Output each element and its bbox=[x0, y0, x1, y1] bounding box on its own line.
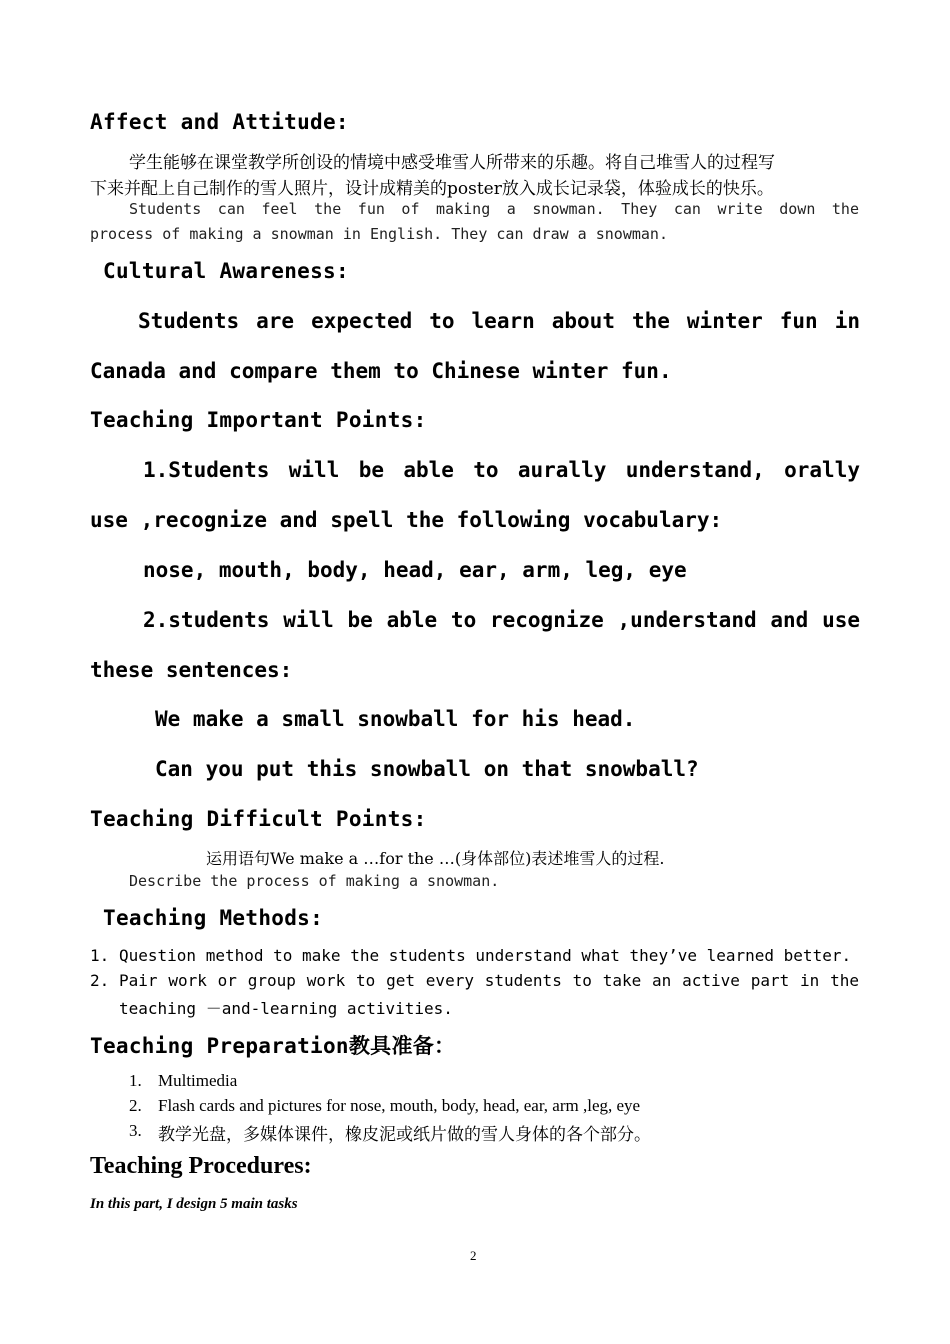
important-point-2-line-1: 2.students will be able to recognize ,understand and use bbox=[143, 608, 860, 632]
methods-item-2-line-1: Pair work or group work to get every students to take an active part in the bbox=[119, 971, 859, 990]
preparation-item-3-number: 3. bbox=[129, 1121, 142, 1140]
methods-item-2-line-2: teaching －and-learning activities. bbox=[119, 999, 453, 1018]
preparation-item-2-number: 2. bbox=[129, 1096, 142, 1115]
important-point-2-line-2: these sentences: bbox=[90, 658, 293, 682]
vocabulary-list: nose, mouth, body, head, ear, arm, leg, eye bbox=[143, 558, 687, 582]
difficult-heading: Teaching Difficult Points: bbox=[90, 807, 427, 831]
affect-cn-line-2: 下来并配上自己制作的雪人照片，设计成精美的poster放入成长记录袋，体验成长的快乐。 bbox=[90, 179, 774, 199]
methods-item-1-number: 1. bbox=[90, 946, 110, 965]
difficult-en-line: Describe the process of making a snowman. bbox=[129, 872, 500, 890]
cultural-heading: Cultural Awareness: bbox=[103, 259, 349, 283]
affect-en-line-2: process of making a snowman in English. They can draw a snowman. bbox=[90, 225, 668, 243]
affect-en-line-1 bbox=[129, 200, 859, 219]
methods-item-2-number: 2. bbox=[90, 971, 110, 990]
difficult-cn-line: 运用语句We make a …for the …(身体部位)表述堆雪人的过程. bbox=[206, 849, 665, 868]
preparation-heading: Teaching Preparation教具准备： bbox=[90, 1034, 456, 1058]
important-point-1-line-2: use ,recognize and spell the following vocabulary: bbox=[90, 508, 723, 532]
sentence-2: Can you put this snowball on that snowball? bbox=[155, 757, 699, 781]
preparation-item-2-text: Flash cards and pictures for nose, mouth, body, head, ear, arm ,leg, eye bbox=[158, 1096, 641, 1115]
preparation-item-1-text: Multimedia bbox=[158, 1071, 238, 1090]
preparation-item-3-text: 教学光盘，多媒体课件，橡皮泥或纸片做的雪人身体的各个部分。 bbox=[158, 1125, 651, 1145]
preparation-item-1-number: 1. bbox=[129, 1071, 142, 1090]
important-heading: Teaching Important Points: bbox=[90, 408, 427, 432]
cultural-line-2: Canada and compare them to Chinese winter fun. bbox=[90, 359, 672, 383]
procedures-note: In this part, I design 5 main tasks bbox=[90, 1196, 298, 1212]
affect-heading: Affect and Attitude: bbox=[90, 110, 349, 134]
affect-en-line-1-text: Students can feel the fun of making a snowman. They can write down the bbox=[129, 200, 859, 218]
important-point-1-line-1: 1.Students will be able to aurally understand, orally bbox=[143, 458, 860, 482]
sentence-1: We make a small snowball for his head. bbox=[155, 707, 636, 731]
cultural-line-1: Students are expected to learn about the winter fun in bbox=[138, 309, 860, 333]
methods-heading: Teaching Methods: bbox=[103, 906, 324, 930]
methods-item-1-text: Question method to make the students understand what they’ve learned better. bbox=[119, 946, 852, 965]
page-number: 2 bbox=[470, 1248, 477, 1263]
affect-cn-line-1: 学生能够在课堂教学所创设的情境中感受堆雪人所带来的乐趣。将自己堆雪人的过程写 bbox=[129, 153, 775, 173]
procedures-heading: Teaching Procedures: bbox=[90, 1153, 312, 1179]
